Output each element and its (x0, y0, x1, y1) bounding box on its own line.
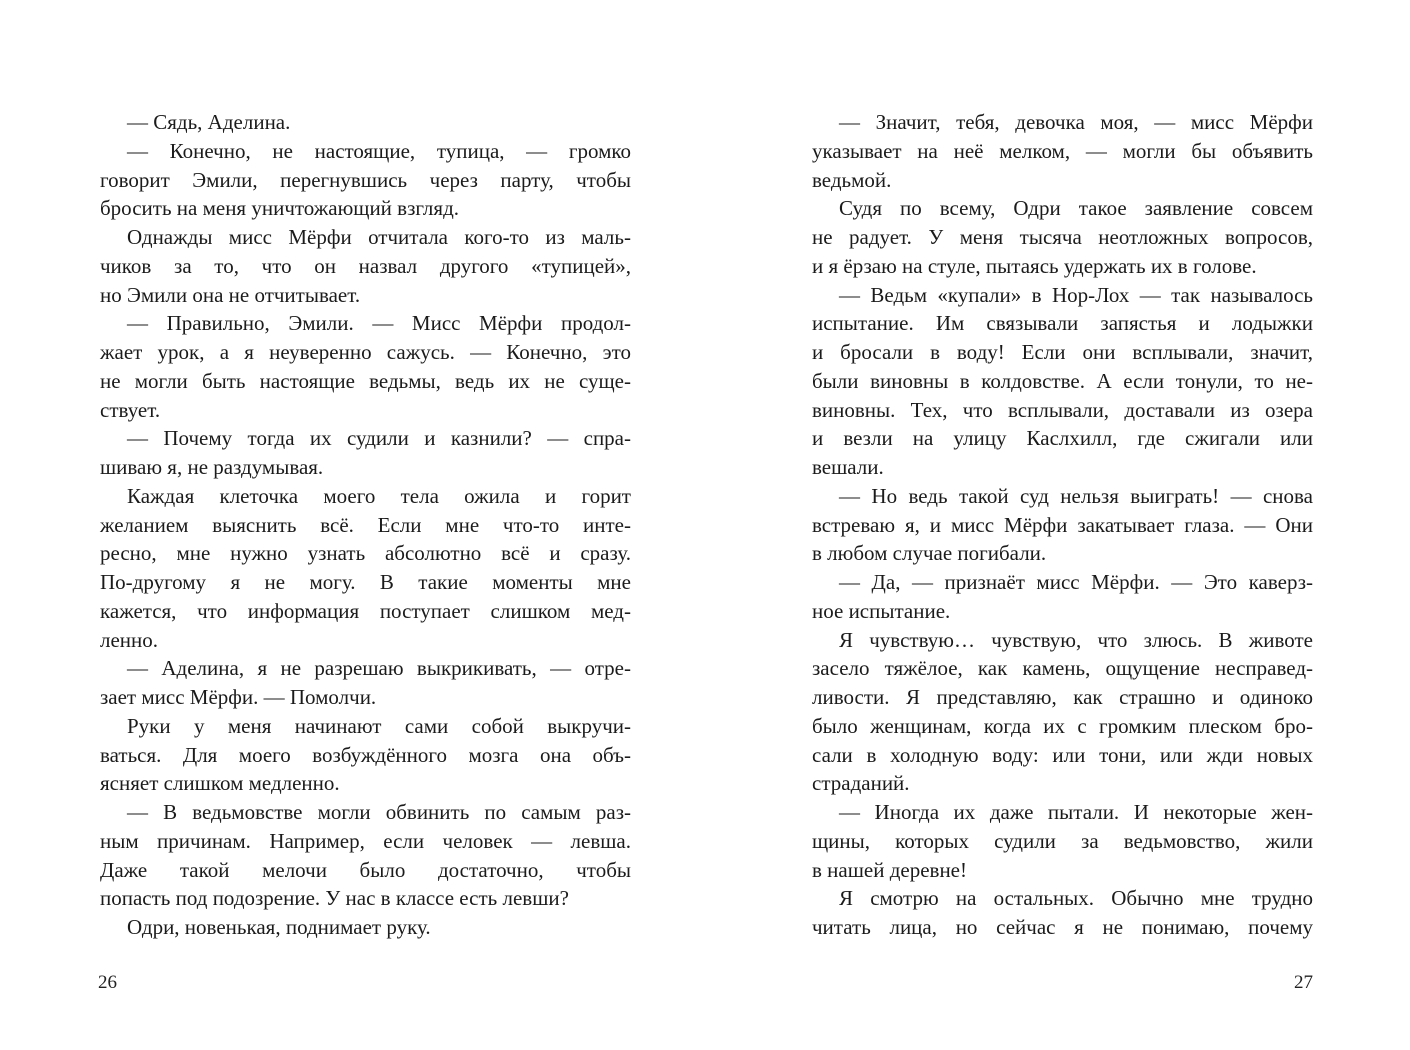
text-line: ливости. Я представляю, как страшно и одиноко (812, 685, 1313, 709)
text-line: — Аделина, я не разрешаю выкрикивать, — отре- (127, 656, 631, 681)
text-line: — Почему тогда их судили и казнили? — спра- (127, 426, 631, 451)
text-line: — Правильно, Эмили. — Мисс Мёрфи продол- (127, 311, 631, 336)
paragraph (100, 913, 631, 942)
text-line: испытание. Им связывали запястья и лодыжки (812, 311, 1313, 336)
paragraph (100, 798, 631, 913)
paragraph (812, 626, 1313, 799)
text-line: попасть под подозрение. У нас в классе есть левши? (100, 886, 569, 911)
page-right-text-column (812, 108, 1313, 942)
text-line: не могли быть настоящие ведьмы, ведь их не суще- (100, 368, 631, 393)
text-line: не радует. У меня тысяча неотложных вопросов, (812, 225, 1313, 249)
page-number-left: 26 (98, 972, 117, 993)
text-line: и везли на улицу Каслхилл, где сжигали или (812, 426, 1313, 451)
text-line: зает мисс Мёрфи. — Помолчи. (100, 685, 377, 709)
text-line: ствует. (100, 397, 161, 422)
paragraph (100, 309, 631, 424)
text-line: Однажды мисс Мёрфи отчитала кого-то из маль- (127, 225, 631, 249)
text-line: — Значит, тебя, девочка моя, — мисс Мёрфи (839, 110, 1313, 134)
text-line: — Да, — признаёт мисс Мёрфи. — Это каверз- (839, 570, 1313, 594)
text-line: страданий. (812, 771, 910, 796)
text-line: Судя по всему, Одри такое заявление совсем (839, 196, 1313, 221)
text-line: и я ёрзаю на стуле, пытаясь удержать их в голове. (812, 253, 1257, 278)
text-line: ведьмой. (812, 167, 892, 192)
text-line: вешали. (812, 455, 884, 479)
paragraph (100, 712, 631, 798)
text-line: — Сядь, Аделина. (127, 110, 291, 134)
paragraph (812, 798, 1313, 884)
paragraph (812, 482, 1313, 568)
text-line: сали в холодную воду: или тони, или жди новых (812, 742, 1313, 767)
text-line: Даже такой мелочи было достаточно, чтобы (100, 857, 631, 882)
text-line: были виновны в колдовстве. А если тонули, то не- (812, 368, 1313, 393)
paragraph (812, 108, 1313, 194)
text-line: было женщинам, когда их с громким плеском бро- (812, 713, 1313, 738)
text-line: виновны. Тех, что всплывали, доставали из озера (812, 397, 1313, 422)
text-line: кажется, что информация поступает слишком мед- (100, 598, 631, 623)
text-line: Руки у меня начинают сами собой выкручи- (127, 713, 631, 738)
text-line: в нашей деревне! (812, 857, 967, 882)
text-line: читать лица, но сейчас я не понимаю, почему (812, 915, 1313, 939)
paragraph (100, 654, 631, 712)
paragraph (812, 194, 1313, 280)
text-line: щины, которых судили за ведьмовство, жили (812, 828, 1313, 853)
text-line: желанием выяснить всё. Если мне что-то инте- (100, 512, 631, 537)
text-line: По-другому я не могу. В такие моменты мне (100, 570, 631, 594)
paragraph (100, 108, 631, 137)
text-line: жает урок, а я неуверенно сажусь. — Конечно, это (100, 340, 631, 364)
page-left-text-column (100, 108, 631, 942)
text-line: — В ведьмовстве могли обвинить по самым раз- (127, 800, 631, 824)
text-line: чиков за то, что он назвал другого «тупицей», (100, 253, 631, 278)
paragraph (100, 424, 631, 482)
text-line: шиваю я, не раздумывая. (100, 455, 324, 479)
text-line: засело тяжёлое, как камень, ощущение несправед- (812, 656, 1313, 681)
text-line: — Иногда их даже пытали. И некоторые жен- (839, 800, 1313, 824)
text-line: ленно. (100, 627, 159, 652)
text-line: говорит Эмили, перегнувшись через парту, чтобы (100, 167, 631, 192)
text-line: встреваю я, и мисс Мёрфи закатывает глаза. — Они (812, 512, 1313, 537)
paragraph (100, 223, 631, 309)
paragraph (100, 482, 631, 655)
text-line: Каждая клеточка моего тела ожила и горит (127, 483, 631, 508)
page-number-right: 27 (1294, 972, 1313, 993)
text-line: указывает на неё мелком, — могли бы объявить (812, 138, 1313, 163)
text-line: ным причинам. Например, если человек — левша. (100, 828, 631, 853)
text-line: Я чувствую… чувствую, что злюсь. В животе (839, 627, 1313, 652)
text-line: в любом случае погибали. (812, 541, 1047, 566)
text-line: — Ведьм «купали» в Нор-Лох — так называлось (839, 282, 1313, 307)
text-line: бросить на меня уничтожающий взгляд. (100, 196, 459, 221)
text-line: — Конечно, не настоящие, тупица, — громко (127, 138, 631, 163)
text-line: но Эмили она не отчитывает. (100, 282, 361, 307)
paragraph (812, 568, 1313, 626)
text-line: ваться. Для моего возбуждённого мозга она объ- (100, 742, 631, 767)
text-line: ресно, мне нужно узнать абсолютно всё и сразу. (100, 541, 631, 566)
text-line: ное испытание. (812, 598, 951, 623)
text-line: — Но ведь такой суд нельзя выиграть! — снова (839, 483, 1313, 508)
text-line: Одри, новенькая, поднимает руку. (127, 915, 431, 939)
paragraph (100, 137, 631, 223)
paragraph (812, 281, 1313, 482)
text-line: ясняет слишком медленно. (100, 771, 340, 796)
text-line: и бросали в воду! Если они всплывали, значит, (812, 340, 1313, 364)
paragraph (812, 884, 1313, 942)
text-line: Я смотрю на остальных. Обычно мне трудно (839, 886, 1313, 911)
